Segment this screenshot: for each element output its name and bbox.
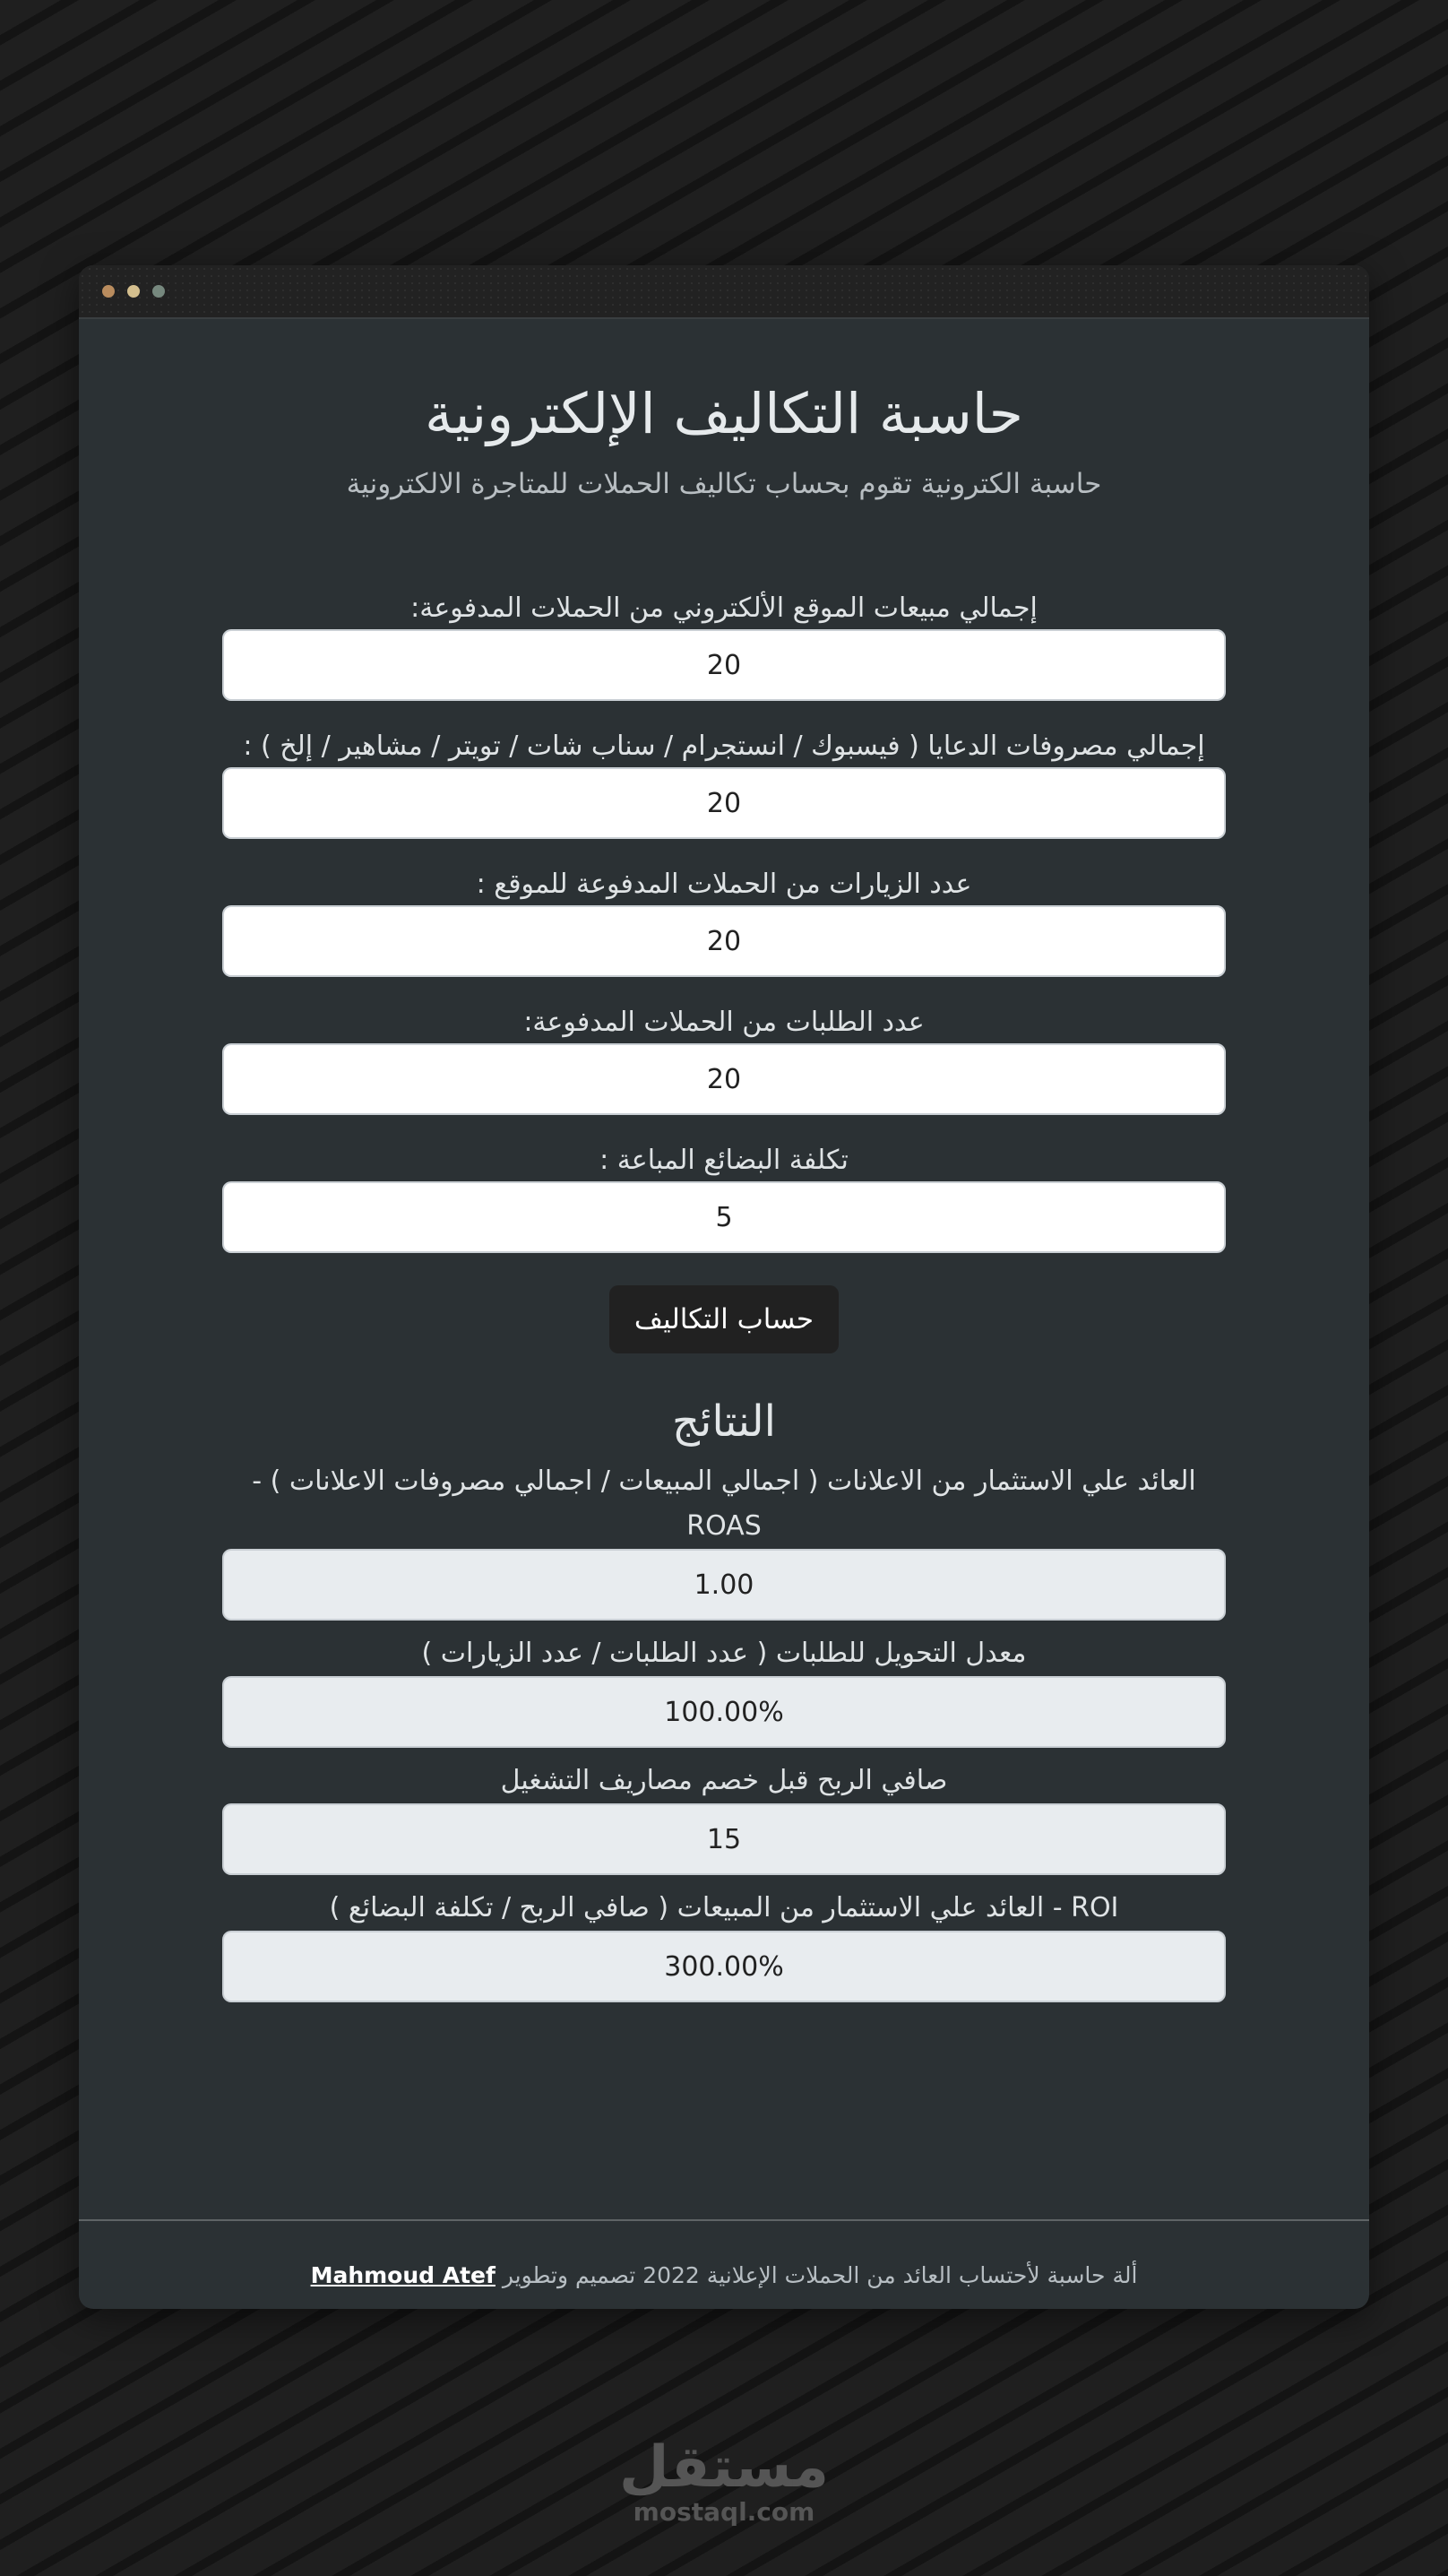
- results-title: النتائج: [672, 1396, 776, 1448]
- watermark-logo-arabic: مستقل: [618, 2434, 830, 2501]
- field-visits: [222, 866, 1226, 977]
- footer: [79, 2262, 1369, 2288]
- total-sales-input[interactable]: [222, 629, 1226, 701]
- calculate-button[interactable]: حساب التكاليف: [609, 1285, 839, 1353]
- author-link[interactable]: Mahmoud Atef: [310, 2262, 496, 2288]
- field-label: تكلفة البضائع المباعة :: [599, 1145, 849, 1177]
- maximize-dot-icon[interactable]: [152, 285, 165, 298]
- main-content: [79, 319, 1369, 2002]
- window-controls: [102, 285, 165, 298]
- result-net-profit: [222, 1759, 1226, 1875]
- mostaql-watermark: [0, 2436, 1448, 2526]
- cogs-input[interactable]: [222, 1181, 1226, 1253]
- field-ad-spend: [222, 728, 1226, 839]
- field-label: عدد الطلبات من الحملات المدفوعة:: [523, 1007, 925, 1039]
- minimize-dot-icon[interactable]: [127, 285, 140, 298]
- result-label: ROI - العائد علي الاستثمار من المبيعات ( صافي الربح / تكلفة البضائع ): [329, 1892, 1119, 1924]
- calculator-form: [222, 590, 1226, 2002]
- field-orders: [222, 1004, 1226, 1115]
- window-titlebar: [79, 265, 1369, 319]
- field-label: إجمالي مبيعات الموقع الألكتروني من الحملات المدفوعة:: [410, 592, 1038, 625]
- app-window: [79, 265, 1369, 2309]
- orders-input[interactable]: [222, 1043, 1226, 1115]
- net-profit-output: [222, 1803, 1226, 1875]
- field-cogs: [222, 1142, 1226, 1253]
- result-conversion-rate: [222, 1631, 1226, 1748]
- roi-output: [222, 1931, 1226, 2002]
- result-roi: [222, 1886, 1226, 2002]
- conversion-rate-output: [222, 1676, 1226, 1748]
- field-label: إجمالي مصروفات الدعايا ( فيسبوك / انستجرام / سناب شات / تويتر / مشاهير / إلخ ) :: [243, 730, 1205, 763]
- result-label: العائد علي الاستثمار من الاعلانات ( اجمالي المبيعات / اجمالي مصروفات الاعلانات ) - ROAS: [252, 1465, 1196, 1543]
- field-total-sales: [222, 590, 1226, 701]
- result-roas: [222, 1459, 1226, 1621]
- ad-spend-input[interactable]: [222, 767, 1226, 839]
- roas-output: [222, 1549, 1226, 1621]
- watermark-logo-english: mostaql.com: [633, 2497, 815, 2527]
- result-label: صافي الربح قبل خصم مصاريف التشغيل: [500, 1765, 948, 1797]
- footer-text: ألة حاسبة لأحتساب العائد من الحملات الإعلانية 2022 تصميم وتطوير: [502, 2262, 1138, 2288]
- visits-input[interactable]: [222, 905, 1226, 977]
- field-label: عدد الزيارات من الحملات المدفوعة للموقع :: [476, 869, 972, 901]
- footer-divider: [79, 2219, 1369, 2221]
- result-label: معدل التحويل للطلبات ( عدد الطلبات / عدد الزيارات ): [421, 1638, 1027, 1670]
- page-subtitle: حاسبة الكترونية تقوم بحساب تكاليف الحملات للمتاجرة الالكترونية: [346, 468, 1102, 501]
- close-dot-icon[interactable]: [102, 285, 115, 298]
- page-title: حاسبة التكاليف الإلكترونية: [424, 381, 1024, 446]
